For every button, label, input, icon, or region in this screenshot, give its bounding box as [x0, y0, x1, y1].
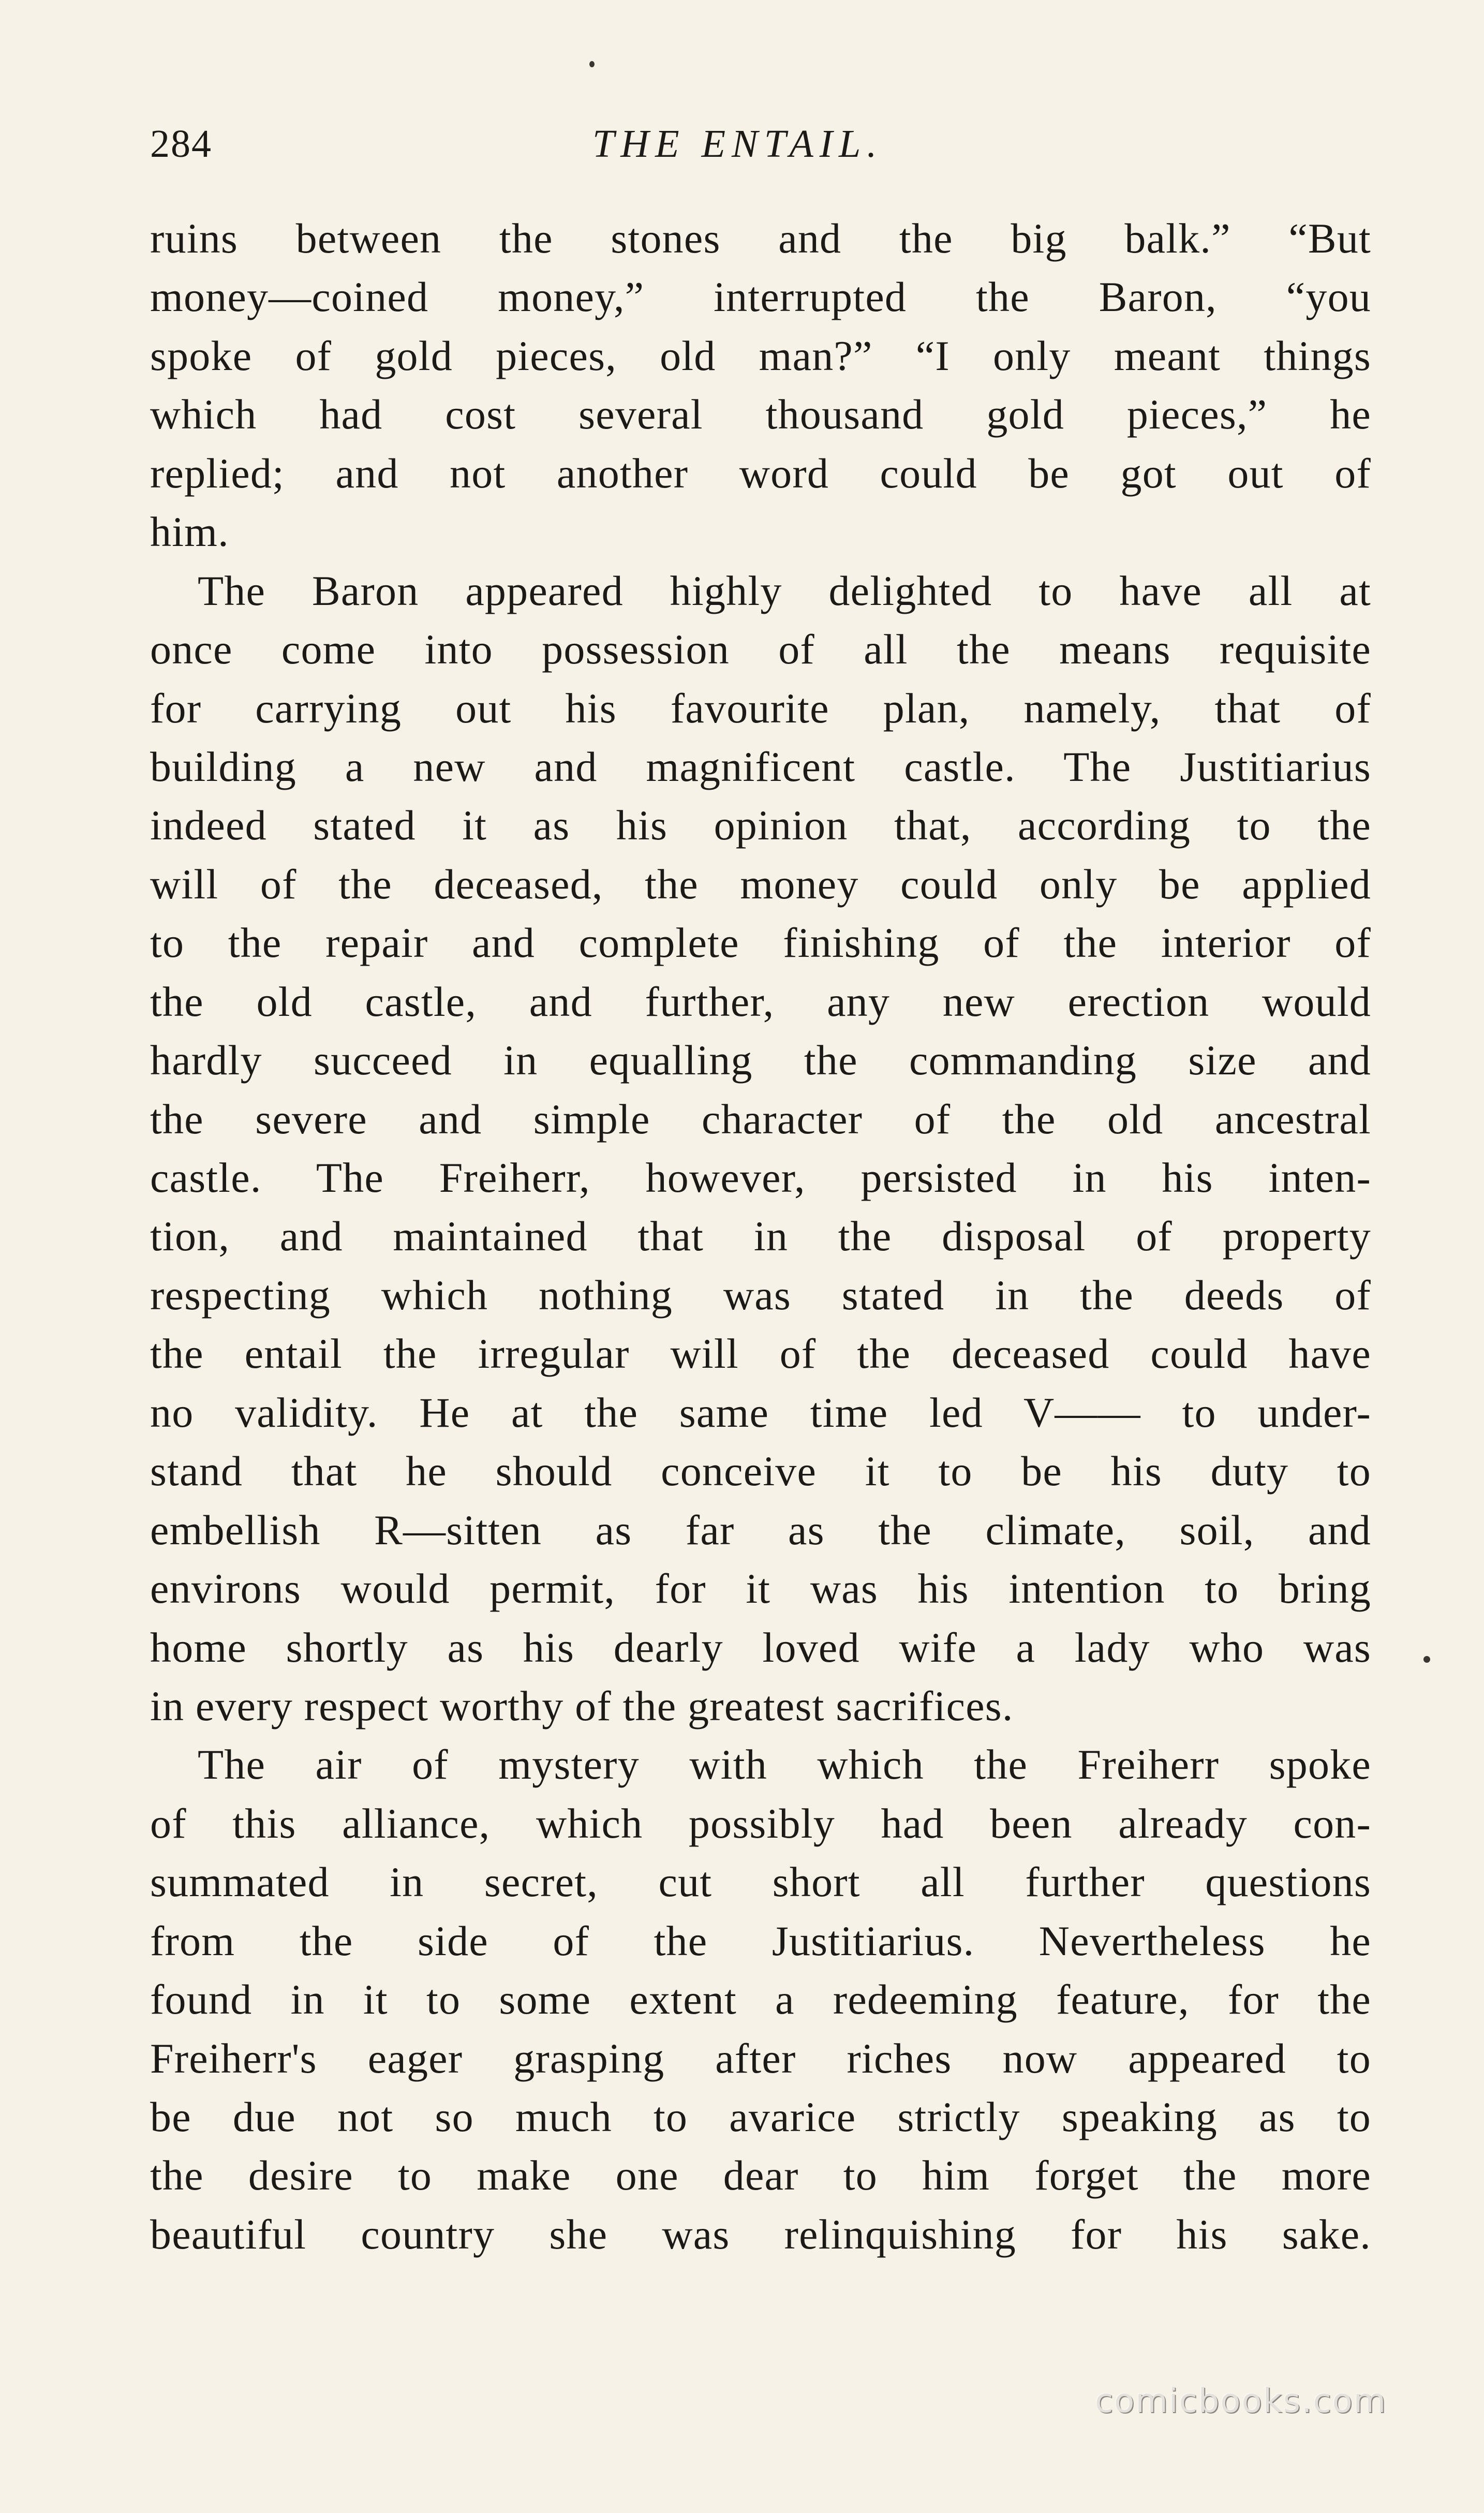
text-line: building a new and magnificent castle. The Justitiarius	[150, 743, 1371, 790]
text-line: stand that he should conceive it to be his duty to	[150, 1447, 1371, 1495]
body-text	[150, 209, 1371, 2264]
text-line: which had cost several thousand gold pieces,” he	[150, 391, 1371, 438]
page-number: 284	[150, 122, 212, 166]
text-line: from the side of the Justitiarius. Nevertheless he	[150, 1917, 1371, 1964]
text-line: ruins between the stones and the big balk.” “But	[150, 215, 1371, 262]
text-line: him.	[150, 508, 229, 556]
running-title: THE ENTAIL.	[592, 122, 883, 166]
text-line: of this alliance, which possibly had been already con-	[150, 1799, 1371, 1847]
text-line: home shortly as his dearly loved wife a lady who was	[150, 1623, 1371, 1671]
text-line: once come into possession of all the means requisite	[150, 626, 1371, 673]
text-line: summated in secret, cut short all further questions	[150, 1858, 1371, 1906]
text-line: embellish R—sitten as far as the climate, soil, and	[150, 1506, 1371, 1554]
text-line: money—coined money,” interrupted the Baron, “you	[150, 273, 1371, 321]
text-line: tion, and maintained that in the disposal of property	[150, 1213, 1371, 1260]
text-line: no validity. He at the same time led V—— to under-	[150, 1388, 1371, 1436]
text-line: will of the deceased, the money could only be applied	[150, 860, 1371, 908]
ink-speck	[1423, 1656, 1430, 1663]
text-line: the desire to make one dear to him forget the more	[150, 2152, 1371, 2199]
text-line: environs would permit, for it was his intention to bring	[150, 1565, 1371, 1613]
text-line: spoke of gold pieces, old man?” “I only meant things	[150, 332, 1371, 379]
text-line: in every respect worthy of the greatest sacrifices.	[150, 1682, 1014, 1729]
text-line: for carrying out his favourite plan, namely, that of	[150, 684, 1371, 732]
text-line: to the repair and complete finishing of the interior of	[150, 919, 1371, 967]
ink-speck	[589, 61, 595, 67]
text-line: beautiful country she was relinquishing for his sake.	[150, 2210, 1371, 2258]
site-watermark: comicbooks.com	[1095, 2382, 1387, 2420]
text-line: indeed stated it as his opinion that, according to the	[150, 802, 1371, 849]
text-line: Freiherr's eager grasping after riches now appeared to	[150, 2034, 1371, 2082]
text-line: castle. The Freiherr, however, persisted in his inten-	[150, 1154, 1371, 1201]
text-line: be due not so much to avarice strictly speaking as to	[150, 2093, 1371, 2140]
text-line: respecting which nothing was stated in the deeds of	[150, 1271, 1371, 1319]
text-line: replied; and not another word could be got out of	[150, 449, 1371, 497]
text-line: the severe and simple character of the old ancestral	[150, 1095, 1371, 1143]
text-line: The air of mystery with which the Freiherr spoke	[198, 1741, 1371, 1788]
text-line: The Baron appeared highly delighted to have all at	[198, 567, 1371, 614]
running-head	[150, 118, 1371, 180]
text-line: the entail the irregular will of the deceased could have	[150, 1330, 1371, 1378]
text-line: hardly succeed in equalling the commanding size and	[150, 1037, 1371, 1084]
text-line: found in it to some extent a redeeming feature, for the	[150, 1976, 1371, 2023]
text-line: the old castle, and further, any new erection would	[150, 978, 1371, 1025]
